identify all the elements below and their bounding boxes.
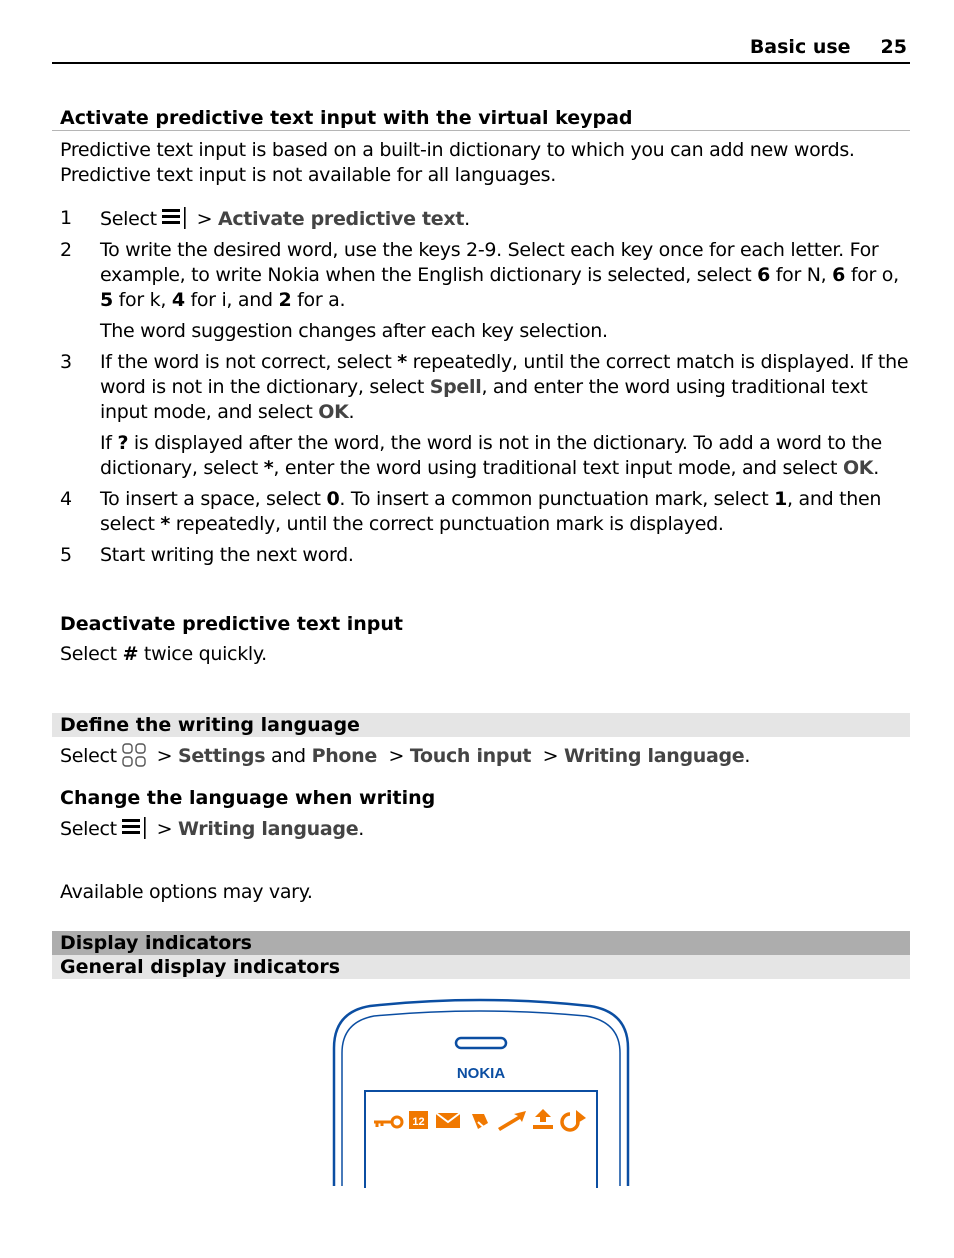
heading-define-language: Define the writing language bbox=[52, 713, 910, 737]
step-text: for a. bbox=[291, 289, 346, 311]
key-label: 4 bbox=[171, 289, 185, 311]
key-label: * bbox=[397, 351, 407, 373]
section-title: Basic use bbox=[749, 36, 851, 58]
step-3 bbox=[60, 350, 910, 481]
change-language-paragraph bbox=[60, 816, 910, 842]
heading-predictive-text: Activate predictive text input with the virtual keypad bbox=[52, 106, 910, 131]
heading-general-indicators: General display indicators bbox=[52, 955, 910, 979]
refresh-icon bbox=[562, 1110, 586, 1130]
key-label: 6 bbox=[832, 264, 846, 286]
step-text: Select bbox=[100, 208, 157, 230]
key-label: * bbox=[263, 457, 274, 479]
text: Select bbox=[60, 745, 117, 767]
step-text: repeatedly, until the correct punctuation mark is displayed. bbox=[170, 513, 724, 535]
option-ok: OK bbox=[842, 457, 874, 479]
step-number: 4 bbox=[60, 488, 72, 510]
step-number: 3 bbox=[60, 351, 72, 373]
key-label: # bbox=[122, 643, 139, 665]
alarm-icon bbox=[472, 1114, 488, 1131]
option-spell: Spell bbox=[429, 376, 482, 398]
separator: > bbox=[531, 745, 565, 767]
step-note bbox=[100, 431, 910, 481]
key-label: 0 bbox=[326, 488, 340, 510]
step-text: . To insert a common punctuation mark, select bbox=[339, 488, 775, 510]
step-text: To insert a space, select bbox=[100, 488, 327, 510]
separator: > bbox=[190, 208, 218, 230]
upload-icon bbox=[533, 1109, 553, 1129]
text: and bbox=[265, 745, 312, 767]
availability-note: Available options may vary. bbox=[60, 881, 313, 903]
intro-paragraph: Predictive text input is based on a built-in dictionary to which you can add new words. Predictive text input is not available for all languages. bbox=[60, 139, 855, 186]
option-settings: Settings bbox=[177, 745, 266, 767]
option-activate-predictive-text: Activate predictive text bbox=[217, 208, 465, 230]
heading-change-language: Change the language when writing bbox=[60, 787, 436, 809]
punct: . bbox=[744, 745, 751, 767]
page-number: 25 bbox=[880, 36, 907, 58]
key-label: 2 bbox=[278, 289, 292, 311]
step-5 bbox=[60, 543, 910, 568]
heading-deactivate: Deactivate predictive text input bbox=[60, 613, 404, 635]
option-writing-language: Writing language bbox=[564, 745, 745, 767]
step-text: If bbox=[100, 432, 118, 454]
brand-logo: NOKIA bbox=[456, 1065, 506, 1082]
deactivate-paragraph bbox=[60, 642, 910, 667]
step-text: . bbox=[873, 457, 879, 479]
step-text: for N, bbox=[770, 264, 833, 286]
step-4 bbox=[60, 487, 910, 537]
step-text: . bbox=[348, 401, 355, 423]
step-2 bbox=[60, 238, 910, 344]
key-label: 5 bbox=[100, 289, 113, 311]
separator: > bbox=[376, 745, 410, 767]
option-touch-input: Touch input bbox=[409, 745, 532, 767]
phone-illustration bbox=[330, 998, 634, 1188]
steps-list bbox=[60, 206, 910, 574]
option-writing-language: Writing language bbox=[177, 818, 359, 840]
option-ok: OK bbox=[318, 401, 349, 423]
key-label: 1 bbox=[774, 488, 788, 510]
step-number: 1 bbox=[60, 207, 72, 229]
apps-icon bbox=[121, 742, 147, 768]
calendar-icon bbox=[409, 1111, 428, 1129]
menu-icon bbox=[161, 206, 187, 230]
separator: > bbox=[150, 818, 178, 840]
step-number: 2 bbox=[60, 239, 72, 261]
text: twice quickly. bbox=[138, 643, 267, 665]
step-text: , and enter the word using traditional text input mode, and select bbox=[100, 376, 868, 423]
key-label: 6 bbox=[757, 264, 771, 286]
outgoing-call-icon bbox=[498, 1111, 526, 1131]
step-text: , enter the word using traditional text input mode, and select bbox=[273, 457, 843, 479]
text: Select bbox=[60, 818, 117, 840]
key-label: * bbox=[160, 513, 171, 535]
step-text: for o, bbox=[845, 264, 899, 286]
step-number: 5 bbox=[60, 544, 72, 566]
step-text: repeatedly, until the correct match is displayed. If the word is not in the dictionary, select bbox=[100, 351, 909, 398]
step-text: Start writing the next word. bbox=[100, 544, 354, 566]
step-text: is displayed after the word, the word is not in the dictionary. To add a word to the dictionary, select bbox=[100, 432, 882, 479]
menu-icon bbox=[121, 816, 147, 840]
key-label: ? bbox=[117, 432, 129, 454]
text: Select bbox=[60, 643, 123, 665]
step-note: The word suggestion changes after each key selection. bbox=[100, 320, 608, 342]
calendar-day: 12 bbox=[412, 1116, 425, 1128]
punct: . bbox=[358, 818, 365, 840]
separator: > bbox=[150, 745, 178, 767]
punct: . bbox=[464, 208, 470, 230]
step-text: To write the desired word, use the keys 2-9. Select each key once for each letter. For example, to write Nokia when the English dictionary is selected, select bbox=[100, 239, 879, 286]
status-icons bbox=[374, 1109, 586, 1131]
step-1 bbox=[60, 206, 910, 232]
step-text: , and then select bbox=[100, 488, 882, 535]
define-language-paragraph bbox=[60, 742, 910, 769]
page-header bbox=[52, 36, 910, 64]
key-lock-icon bbox=[374, 1117, 402, 1127]
step-text: If the word is not correct, select bbox=[100, 351, 398, 373]
step-text: for k, bbox=[112, 289, 172, 311]
heading-display-indicators: Display indicators bbox=[52, 931, 910, 955]
step-text: for i, and bbox=[184, 289, 279, 311]
envelope-icon bbox=[436, 1113, 460, 1128]
option-phone: Phone bbox=[311, 745, 377, 767]
